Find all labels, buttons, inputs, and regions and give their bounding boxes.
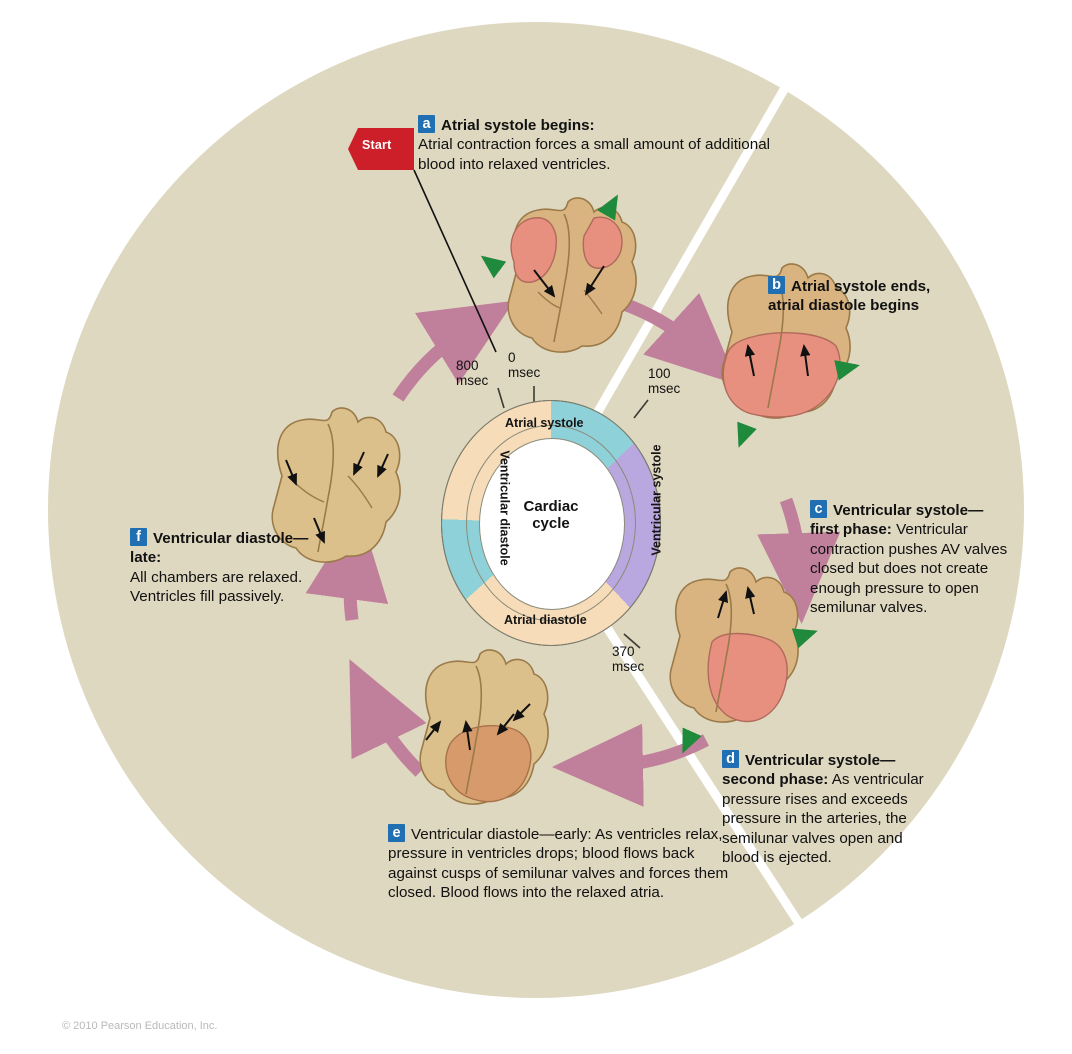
- ring-label-atrial-systole: Atrial systole: [505, 416, 584, 430]
- tick-label-800: [456, 358, 488, 388]
- callout-e: [388, 824, 730, 903]
- ring-center-line1: Cardiac: [523, 498, 579, 515]
- callout-e-body: As ventricles relax, pressure in ventricles drops; blood flows back against cusps of semilunar valves and forces them closed. Blood flows into the relaxed atria.: [388, 826, 729, 902]
- callout-d: [722, 750, 932, 867]
- callout-f: [130, 528, 330, 607]
- callout-b-tag: b: [768, 276, 785, 294]
- tick-label-800-unit: msec: [456, 373, 489, 388]
- copyright-notice: © 2010 Pearson Education, Inc.: [62, 1020, 218, 1032]
- heart-diagram-d: [420, 650, 548, 804]
- leader-line-a: [414, 170, 496, 352]
- tick-label-100-unit: msec: [648, 381, 681, 396]
- start-flag-label: Start: [362, 138, 392, 152]
- tick-label-370-value: 370: [612, 644, 635, 659]
- cardiac-cycle-ring: [441, 383, 664, 663]
- callout-a-heading: Atrial systole begins:: [441, 117, 595, 134]
- ring-label-ventricular-diastole: Ventricular diastole: [497, 450, 512, 566]
- callout-e-heading: Ventricular diastole—early:: [411, 826, 592, 843]
- callout-e-tag: e: [388, 824, 405, 842]
- tick-label-370-unit: msec: [612, 659, 645, 674]
- callout-f-heading: Ventricular diastole—late:: [130, 530, 309, 567]
- tick-label-100: [648, 366, 680, 396]
- callout-f-tag: f: [130, 528, 147, 546]
- callout-a-body: Atrial contraction forces a small amount of additional blood into relaxed ventricles.: [418, 136, 771, 173]
- callout-c-heading: Ventricular systole— first phase:: [810, 502, 984, 539]
- start-flag: [356, 126, 418, 166]
- callout-d-tag: d: [722, 750, 739, 768]
- ring-center-line2: cycle: [532, 515, 570, 532]
- cycle-arrow-b-to-c: [786, 500, 800, 572]
- tick-label-0: [508, 350, 540, 380]
- ring-label-atrial-diastole: Atrial diastole: [504, 613, 587, 627]
- tick-label-800-value: 800: [456, 358, 479, 373]
- callout-f-body: All chambers are relaxed. Ventricles fill passively.: [130, 568, 303, 606]
- callout-d-body: As ventricular pressure rises and exceeds pressure in the arteries, the semilunar valves open and blood is ejected.: [722, 771, 924, 867]
- callout-c-tag: c: [810, 500, 827, 518]
- callout-c-body: Ventricular contraction pushes AV valves closed but does not create enough pressure to open semilunar valves.: [810, 521, 1008, 617]
- callout-b: [768, 276, 968, 316]
- cycle-arrow-d-to-e: [372, 706, 420, 772]
- tick-label-0-unit: msec: [508, 365, 541, 380]
- tick-label-100-value: 100: [648, 366, 671, 381]
- heart-diagram-a: [484, 198, 636, 352]
- callout-a: [418, 115, 793, 174]
- callout-d-heading: Ventricular systole— second phase:: [722, 752, 896, 789]
- callout-a-tag: a: [418, 115, 435, 133]
- callout-c: [810, 500, 1010, 617]
- cycle-arrow-e-to-f: [350, 560, 352, 620]
- callout-b-heading: Atrial systole ends, atrial diastole begins: [768, 278, 931, 315]
- ring-center-title: [441, 498, 661, 532]
- ring-label-ventricular-systole: Ventricular systole: [649, 444, 664, 556]
- tick-label-370: [612, 644, 644, 674]
- tick-label-0-value: 0: [508, 350, 516, 365]
- cycle-arrow-c-to-d: [604, 740, 706, 766]
- heart-diagram-c: [670, 568, 814, 750]
